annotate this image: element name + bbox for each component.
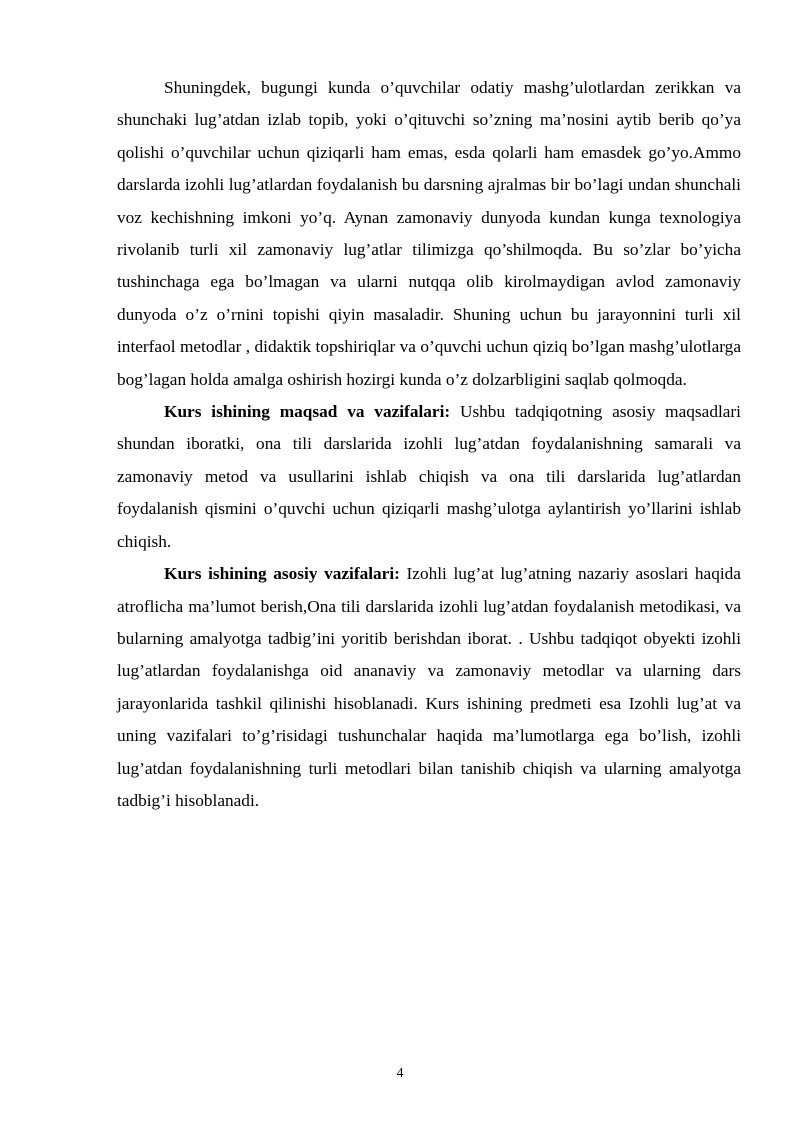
paragraph-tasks	[117, 558, 741, 817]
paragraph-text: Ushbu tadqiqotning asosiy maqsadlari shundan iboratki, ona tili darslarida izohli lug’atdan foydalanishning samarali va zamonaviy metod va usullarini ishlab chiqish va ona tili darslarida lug’atlardan foydalanish qismini o’quvchi uchun qiziqarli mashg’ulotga aylantirish yo’llarini ishlab chiqish.	[117, 402, 741, 551]
page-number: 4	[396, 1066, 404, 1081]
paragraph-goals	[117, 396, 741, 558]
paragraph-text: Shuningdek, bugungi kunda o’quvchilar odatiy mashg’ulotlardan zerikkan va shunchaki lug’atdan izlab topib, yoki o’qituvchi so’zning ma’nosini aytib berib qo’ya qolishi o’quvchilar uchun qiziqarli ham emas, esda qolarli ham emasdek go’yo.Ammo darslarda izohli lug’atlardan foydalanish bu darsning ajralmas bir bo’lagi undan shunchali voz kechishning imkoni yo’q. Aynan zamonaviy dunyoda kundan kunga texnologiya rivolanib turli xil zamonaviy lug’atlar tilimizga qo’shilmoqda. Bu so’zlar bo’yicha tushinchaga ega bo’lmagan va ularni nutqqa olib kirolmaydigan avlod zamonaviy dunyoda o’z o’rnini topishi qiyin masaladir. Shuning uchun bu jarayonnini turli xil interfaol metodlar , didaktik topshiriqlar va o’quvchi uchun qiziq bo’lgan mashg’ulotlarga bog’lagan holda amalga oshirish hozirgi kunda o’z dolzarbligini saqlab qolmoqda.	[117, 78, 741, 389]
paragraph-intro	[117, 72, 741, 396]
paragraph-heading: Kurs ishining asosiy vazifalari:	[164, 564, 400, 584]
paragraph-heading: Kurs ishining maqsad va vazifalari:	[164, 402, 451, 422]
paragraph-text: Izohli lug’at lug’atning nazariy asoslari haqida atroflicha ma’lumot berish,Ona tili darslarida izohli lug’atdan foydalanish metodikasi, va bularning amalyotga tadbig’ini yoritib berishdan iborat. . Ushbu tadqiqot obyekti izohli lug’atlardan foydalanishga oid ananaviy va zamonaviy metodlar va ularning dars jarayonlarida tashkil qilinishi hisoblanadi. Kurs ishining predmeti esa Izohli lug’at va uning vazifalari to’g’risidagi tushunchalar haqida ma’lumotlarga ega bo’lish, izohli lug’atdan foydalanishning turli metodlari bilan tanishib chiqish va ularning amalyotga tadbig’i hisoblanadi.	[117, 564, 741, 810]
document-body	[117, 72, 741, 817]
